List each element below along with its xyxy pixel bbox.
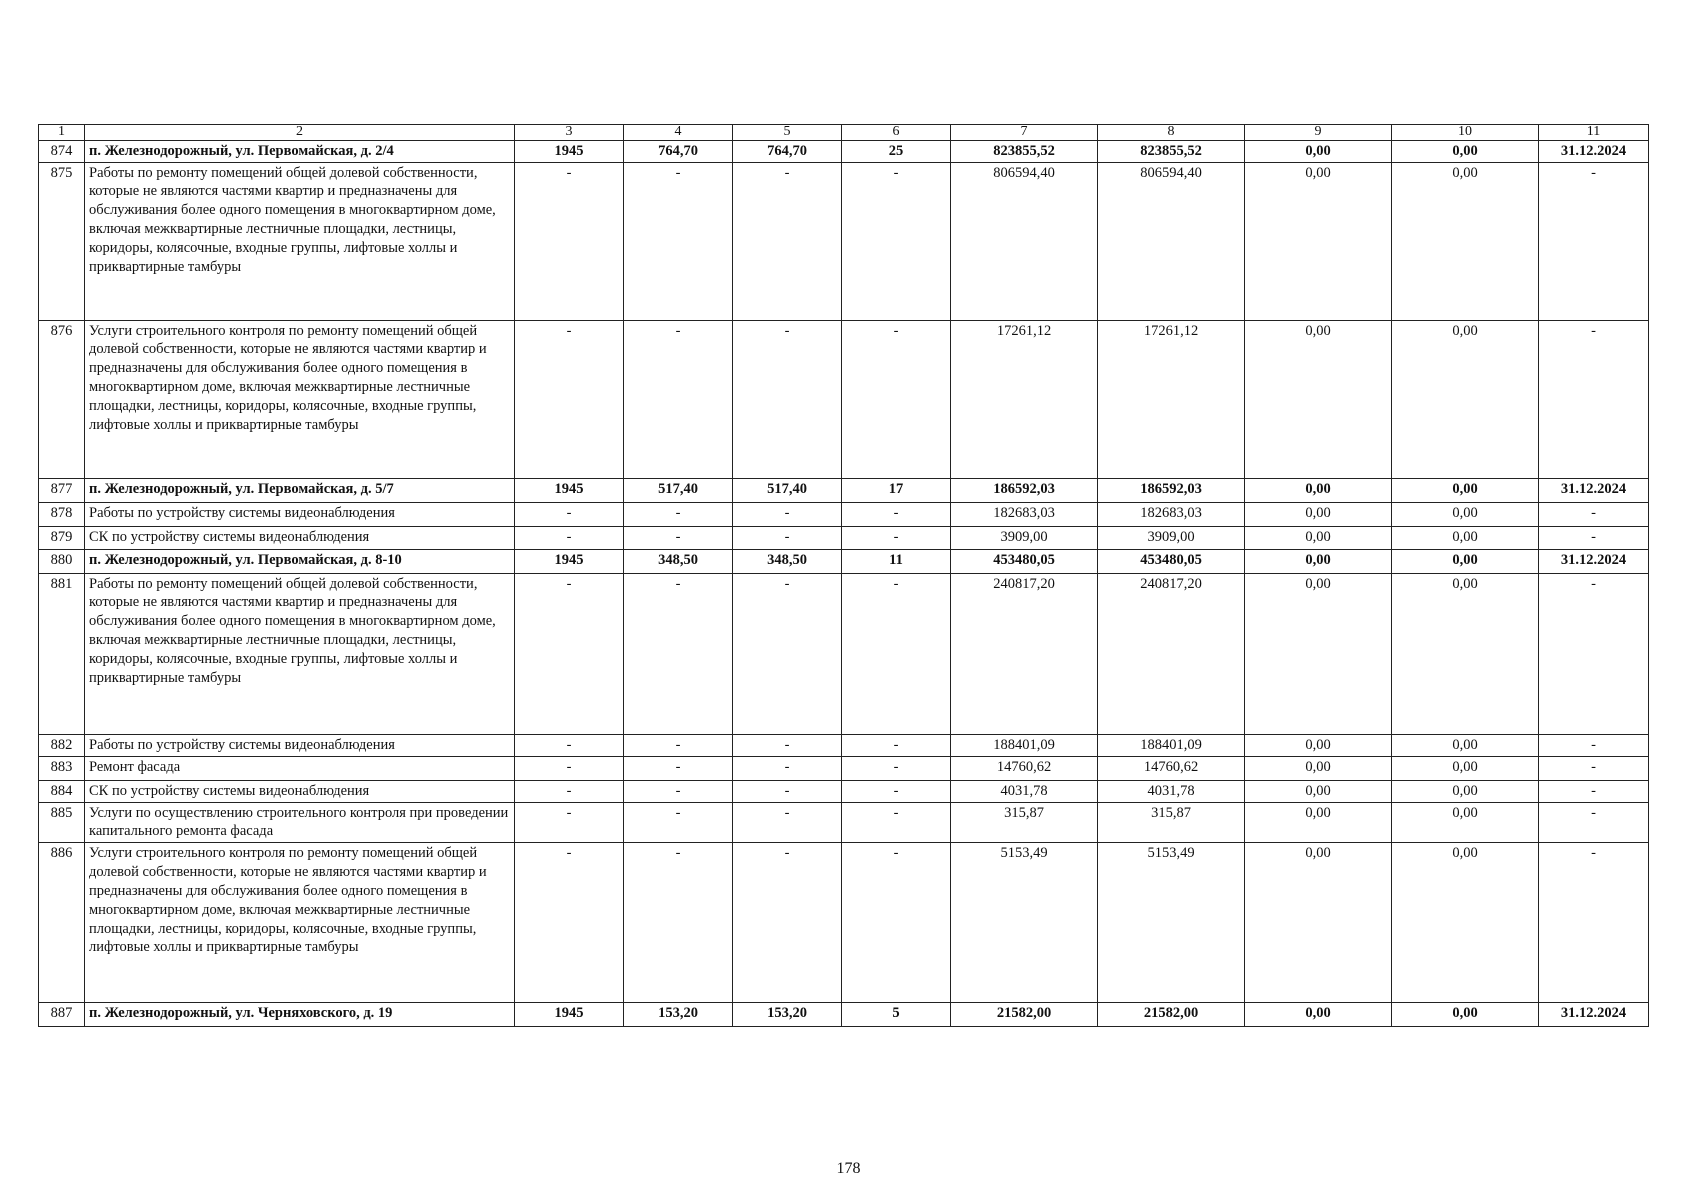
value-cell-col-3: - <box>515 802 624 843</box>
column-header-10: 10 <box>1392 125 1539 141</box>
value-cell-col-10: 0,00 <box>1392 756 1539 780</box>
value-cell-col-3: 1945 <box>515 478 624 502</box>
value-cell-col-3: - <box>515 780 624 802</box>
work-item-row <box>39 734 1649 756</box>
work-description-cell: Ремонт фасада <box>85 756 515 780</box>
row-number: 874 <box>39 140 85 162</box>
value-cell-col-7: 188401,09 <box>951 734 1098 756</box>
value-cell-col-5: - <box>733 734 842 756</box>
value-cell-col-7: 186592,03 <box>951 478 1098 502</box>
value-cell-col-4: - <box>624 573 733 734</box>
value-cell-col-8: 4031,78 <box>1098 780 1245 802</box>
column-header-4: 4 <box>624 125 733 141</box>
value-cell-col-10: 0,00 <box>1392 478 1539 502</box>
row-number: 885 <box>39 802 85 843</box>
row-number: 876 <box>39 320 85 478</box>
work-description-cell: Работы по ремонту помещений общей долевой собственности, которые не являются частями квартир и предназначены для обслуживания более одного помещения в многоквартирном доме, включая межквартирные лестничные площадки, лестницы, коридоры, колясочные, входные группы, лифтовые холлы и приквартирные тамбуры <box>85 573 515 734</box>
value-cell-col-10: 0,00 <box>1392 549 1539 573</box>
value-cell-col-10: 0,00 <box>1392 734 1539 756</box>
value-cell-col-10: 0,00 <box>1392 780 1539 802</box>
value-cell-col-3: - <box>515 843 624 1003</box>
value-cell-col-3: 1945 <box>515 549 624 573</box>
value-cell-col-7: 182683,03 <box>951 502 1098 526</box>
value-cell-col-4: 517,40 <box>624 478 733 502</box>
value-cell-col-8: 3909,00 <box>1098 526 1245 549</box>
address-cell: п. Железнодорожный, ул. Первомайская, д. 5/7 <box>85 478 515 502</box>
work-description-cell: Услуги строительного контроля по ремонту помещений общей долевой собственности, которые не являются частями квартир и предназначены для обслуживания более одного помещения в многоквартирном доме, включая межквартирные лестничные площадки, лестницы, коридоры, колясочные, входные группы, лифтовые холлы и приквартирные тамбуры <box>85 320 515 478</box>
value-cell-col-5: - <box>733 526 842 549</box>
column-header-5: 5 <box>733 125 842 141</box>
row-number: 879 <box>39 526 85 549</box>
column-header-7: 7 <box>951 125 1098 141</box>
address-cell: п. Железнодорожный, ул. Первомайская, д. 2/4 <box>85 140 515 162</box>
value-cell-col-5: - <box>733 802 842 843</box>
column-header-3: 3 <box>515 125 624 141</box>
value-cell-col-4: - <box>624 502 733 526</box>
value-cell-col-5: - <box>733 320 842 478</box>
row-number: 881 <box>39 573 85 734</box>
value-cell-col-6: - <box>842 162 951 320</box>
value-cell-col-8: 21582,00 <box>1098 1003 1245 1027</box>
table-body <box>39 125 1649 1027</box>
value-cell-col-3: - <box>515 526 624 549</box>
value-cell-col-9: 0,00 <box>1245 320 1392 478</box>
value-cell-col-8: 315,87 <box>1098 802 1245 843</box>
work-description-cell: Услуги строительного контроля по ремонту помещений общей долевой собственности, которые не являются частями квартир и предназначены для обслуживания более одного помещения в многоквартирном доме, включая межквартирные лестничные площадки, лестницы, коридоры, колясочные, входные группы, лифтовые холлы и приквартирные тамбуры <box>85 843 515 1003</box>
value-cell-col-4: - <box>624 320 733 478</box>
work-description-cell: СК по устройству системы видеонаблюдения <box>85 780 515 802</box>
value-cell-col-10: 0,00 <box>1392 320 1539 478</box>
work-description-cell: Работы по устройству системы видеонаблюдения <box>85 502 515 526</box>
value-cell-col-10: 0,00 <box>1392 502 1539 526</box>
work-item-row <box>39 780 1649 802</box>
value-cell-col-6: 5 <box>842 1003 951 1027</box>
value-cell-col-6: 17 <box>842 478 951 502</box>
value-cell-col-4: 153,20 <box>624 1003 733 1027</box>
value-cell-col-8: 806594,40 <box>1098 162 1245 320</box>
row-number: 883 <box>39 756 85 780</box>
value-cell-col-3: 1945 <box>515 140 624 162</box>
value-cell-col-6: - <box>842 502 951 526</box>
value-cell-col-6: 11 <box>842 549 951 573</box>
value-cell-col-7: 4031,78 <box>951 780 1098 802</box>
row-number: 875 <box>39 162 85 320</box>
address-row <box>39 478 1649 502</box>
value-cell-col-9: 0,00 <box>1245 526 1392 549</box>
page-number: 178 <box>836 1160 861 1177</box>
value-cell-col-5: - <box>733 780 842 802</box>
value-cell-col-8: 823855,52 <box>1098 140 1245 162</box>
value-cell-col-6: - <box>842 734 951 756</box>
value-cell-col-9: 0,00 <box>1245 734 1392 756</box>
value-cell-col-8: 188401,09 <box>1098 734 1245 756</box>
value-cell-col-11: - <box>1539 780 1649 802</box>
value-cell-col-4: - <box>624 734 733 756</box>
value-cell-col-11: - <box>1539 734 1649 756</box>
value-cell-col-11: - <box>1539 756 1649 780</box>
register-table <box>38 124 1649 1027</box>
value-cell-col-7: 21582,00 <box>951 1003 1098 1027</box>
column-header-6: 6 <box>842 125 951 141</box>
address-row <box>39 549 1649 573</box>
value-cell-col-11: 31.12.2024 <box>1539 1003 1649 1027</box>
value-cell-col-11: 31.12.2024 <box>1539 478 1649 502</box>
work-item-row <box>39 502 1649 526</box>
value-cell-col-10: 0,00 <box>1392 843 1539 1003</box>
work-item-row <box>39 162 1649 320</box>
value-cell-col-10: 0,00 <box>1392 526 1539 549</box>
value-cell-col-11: - <box>1539 502 1649 526</box>
work-item-row <box>39 756 1649 780</box>
value-cell-col-10: 0,00 <box>1392 573 1539 734</box>
value-cell-col-4: - <box>624 780 733 802</box>
value-cell-col-6: - <box>842 320 951 478</box>
address-cell: п. Железнодорожный, ул. Первомайская, д. 8-10 <box>85 549 515 573</box>
value-cell-col-11: - <box>1539 573 1649 734</box>
row-number: 886 <box>39 843 85 1003</box>
value-cell-col-5: 348,50 <box>733 549 842 573</box>
value-cell-col-9: 0,00 <box>1245 780 1392 802</box>
value-cell-col-9: 0,00 <box>1245 802 1392 843</box>
work-item-row <box>39 843 1649 1003</box>
work-description-cell: СК по устройству системы видеонаблюдения <box>85 526 515 549</box>
value-cell-col-11: - <box>1539 802 1649 843</box>
column-header-9: 9 <box>1245 125 1392 141</box>
row-number: 880 <box>39 549 85 573</box>
value-cell-col-3: - <box>515 756 624 780</box>
value-cell-col-7: 17261,12 <box>951 320 1098 478</box>
value-cell-col-7: 240817,20 <box>951 573 1098 734</box>
value-cell-col-9: 0,00 <box>1245 843 1392 1003</box>
column-header-8: 8 <box>1098 125 1245 141</box>
value-cell-col-4: 348,50 <box>624 549 733 573</box>
value-cell-col-6: - <box>842 780 951 802</box>
value-cell-col-6: - <box>842 526 951 549</box>
value-cell-col-9: 0,00 <box>1245 1003 1392 1027</box>
value-cell-col-9: 0,00 <box>1245 478 1392 502</box>
value-cell-col-6: 25 <box>842 140 951 162</box>
value-cell-col-8: 17261,12 <box>1098 320 1245 478</box>
value-cell-col-11: - <box>1539 320 1649 478</box>
value-cell-col-4: - <box>624 162 733 320</box>
value-cell-col-7: 806594,40 <box>951 162 1098 320</box>
value-cell-col-6: - <box>842 843 951 1003</box>
value-cell-col-7: 14760,62 <box>951 756 1098 780</box>
value-cell-col-10: 0,00 <box>1392 802 1539 843</box>
value-cell-col-8: 240817,20 <box>1098 573 1245 734</box>
value-cell-col-11: - <box>1539 162 1649 320</box>
row-number: 887 <box>39 1003 85 1027</box>
value-cell-col-3: - <box>515 573 624 734</box>
value-cell-col-10: 0,00 <box>1392 140 1539 162</box>
value-cell-col-7: 315,87 <box>951 802 1098 843</box>
value-cell-col-5: 764,70 <box>733 140 842 162</box>
value-cell-col-5: 153,20 <box>733 1003 842 1027</box>
value-cell-col-4: 764,70 <box>624 140 733 162</box>
row-number: 882 <box>39 734 85 756</box>
column-header-2: 2 <box>85 125 515 141</box>
work-description-cell: Работы по устройству системы видеонаблюдения <box>85 734 515 756</box>
value-cell-col-3: - <box>515 162 624 320</box>
column-number-header <box>39 125 1649 141</box>
value-cell-col-5: - <box>733 843 842 1003</box>
value-cell-col-7: 453480,05 <box>951 549 1098 573</box>
work-item-row <box>39 320 1649 478</box>
address-row <box>39 140 1649 162</box>
value-cell-col-6: - <box>842 756 951 780</box>
value-cell-col-5: 517,40 <box>733 478 842 502</box>
row-number: 878 <box>39 502 85 526</box>
value-cell-col-3: 1945 <box>515 1003 624 1027</box>
address-cell: п. Железнодорожный, ул. Черняховского, д. 19 <box>85 1003 515 1027</box>
value-cell-col-3: - <box>515 502 624 526</box>
value-cell-col-6: - <box>842 573 951 734</box>
value-cell-col-8: 453480,05 <box>1098 549 1245 573</box>
value-cell-col-7: 5153,49 <box>951 843 1098 1003</box>
work-description-cell: Услуги по осуществлению строительного контроля при проведении капитального ремонта фасада <box>85 802 515 843</box>
value-cell-col-5: - <box>733 502 842 526</box>
value-cell-col-11: 31.12.2024 <box>1539 549 1649 573</box>
value-cell-col-8: 186592,03 <box>1098 478 1245 502</box>
value-cell-col-9: 0,00 <box>1245 549 1392 573</box>
value-cell-col-3: - <box>515 734 624 756</box>
work-item-row <box>39 802 1649 843</box>
value-cell-col-11: 31.12.2024 <box>1539 140 1649 162</box>
value-cell-col-10: 0,00 <box>1392 1003 1539 1027</box>
value-cell-col-6: - <box>842 802 951 843</box>
value-cell-col-5: - <box>733 162 842 320</box>
row-number: 884 <box>39 780 85 802</box>
column-header-11: 11 <box>1539 125 1649 141</box>
value-cell-col-4: - <box>624 802 733 843</box>
work-item-row <box>39 526 1649 549</box>
value-cell-col-9: 0,00 <box>1245 140 1392 162</box>
value-cell-col-4: - <box>624 756 733 780</box>
value-cell-col-8: 182683,03 <box>1098 502 1245 526</box>
address-row <box>39 1003 1649 1027</box>
value-cell-col-10: 0,00 <box>1392 162 1539 320</box>
value-cell-col-8: 14760,62 <box>1098 756 1245 780</box>
value-cell-col-7: 823855,52 <box>951 140 1098 162</box>
value-cell-col-8: 5153,49 <box>1098 843 1245 1003</box>
value-cell-col-9: 0,00 <box>1245 502 1392 526</box>
value-cell-col-3: - <box>515 320 624 478</box>
value-cell-col-4: - <box>624 526 733 549</box>
value-cell-col-7: 3909,00 <box>951 526 1098 549</box>
value-cell-col-11: - <box>1539 526 1649 549</box>
value-cell-col-5: - <box>733 756 842 780</box>
row-number: 877 <box>39 478 85 502</box>
work-item-row <box>39 573 1649 734</box>
value-cell-col-9: 0,00 <box>1245 162 1392 320</box>
value-cell-col-9: 0,00 <box>1245 573 1392 734</box>
value-cell-col-9: 0,00 <box>1245 756 1392 780</box>
work-description-cell: Работы по ремонту помещений общей долевой собственности, которые не являются частями квартир и предназначены для обслуживания более одного помещения в многоквартирном доме, включая межквартирные лестничные площадки, лестницы, коридоры, колясочные, входные группы, лифтовые холлы и приквартирные тамбуры <box>85 162 515 320</box>
value-cell-col-5: - <box>733 573 842 734</box>
column-header-1: 1 <box>39 125 85 141</box>
value-cell-col-11: - <box>1539 843 1649 1003</box>
value-cell-col-4: - <box>624 843 733 1003</box>
